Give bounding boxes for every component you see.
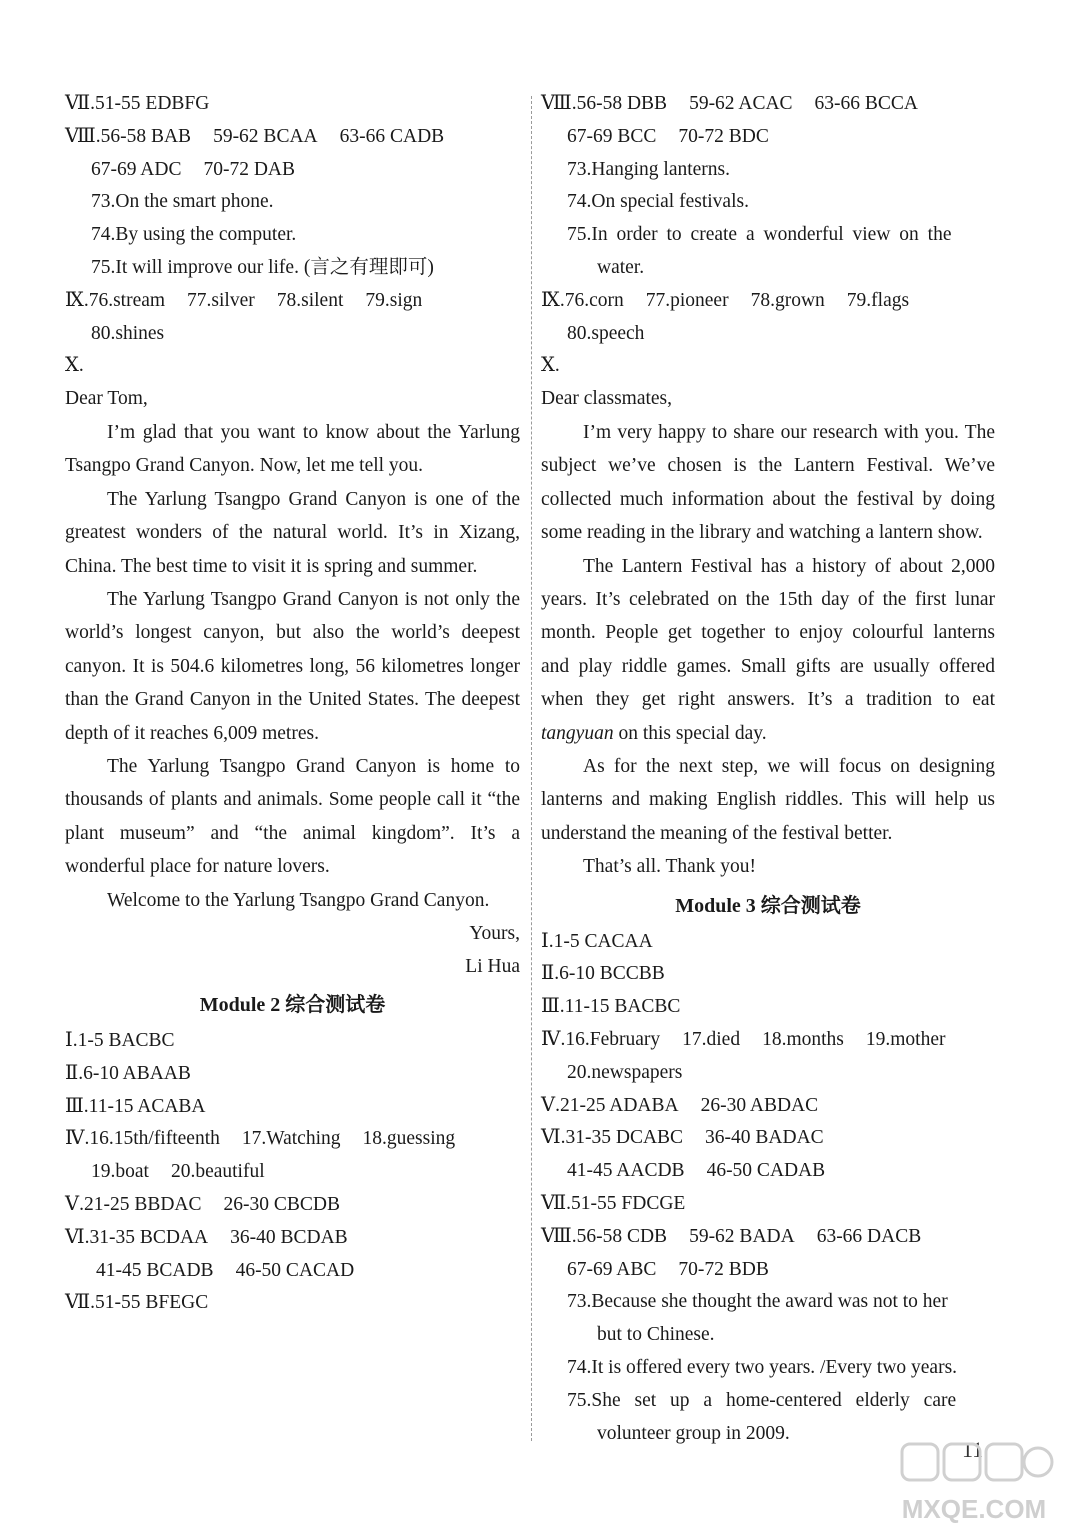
m2-section-4-cont: 19.boat 20.beautiful [91,1161,265,1183]
m3-section-6-cont: 41-45 AACDB 46-50 CADAB [567,1160,826,1182]
letter-greeting: Dear Tom, [65,388,148,410]
m3-section-8-cont: 67-69 ABC 70-72 BDB [567,1258,769,1280]
m2-section-8: Ⅷ.56-58 DBB 59-62 ACAC 63-66 BCCA [541,93,919,114]
letter-closing: Yours, [469,923,520,945]
m2-section-4: Ⅳ.16.15th/fifteenth 17.Watching 18.guessing [65,1128,456,1150]
svg-text:MXQE.COM: MXQE.COM [901,1494,1047,1524]
m2-answer-74: 74.On special festivals. [567,191,749,213]
left-column [65,88,520,1320]
m3-section-7: Ⅶ.51-55 FDCGE [541,1193,686,1215]
m3-answer-73-cont: but to Chinese. [597,1324,715,1346]
speech-paragraph-1: I’m very happy to share our research with you. The subject we’ve chosen is the Lantern Festival. We’ve collected much information about the festival by doing some reading in the library and watching a lantern show. [541,421,995,544]
m1-section-9: Ⅸ.76.stream 77.silver 78.silent 79.sign [65,289,423,311]
letter-paragraph-4: The Yarlung Tsangpo Grand Canyon is home to thousands of plants and animals. Some people call it “the plant museum” and “the animal kingdom”. It’s a wonderful place for nature lovers. [65,756,520,878]
letter-paragraph-5: Welcome to the Yarlung Tsangpo Grand Canyon. [107,889,490,911]
m1-section-9-cont: 80.shines [91,322,165,344]
watermark-logo [888,1440,1058,1530]
m1-section-8-cont: 67-69 ADC 70-72 DAB [91,158,296,180]
m3-answer-75: 75.She set up a home-centered elderly care [567,1389,957,1411]
m2-section-1: Ⅰ.1-5 BACBC [65,1030,175,1052]
m2-section-9: Ⅸ.76.corn 77.pioneer 78.grown 79.flags [541,289,910,311]
m2-section-6: Ⅵ.31-35 BCDAA 36-40 BCDAB [65,1226,348,1248]
m2-section-2: Ⅱ.6-10 ABAAB [65,1062,191,1084]
m1-answer-73: 73.On the smart phone. [91,191,274,213]
right-column [541,88,995,1450]
m2-section-8-cont: 67-69 BCC 70-72 BDC [567,125,769,147]
m3-section-4-cont: 20.newspapers [567,1061,683,1083]
m3-section-6: Ⅵ.31-35 DCABC 36-40 BADAC [541,1127,824,1149]
m2-section-10: Ⅹ. [541,355,560,377]
speech-paragraph-2: The Lantern Festival has a history of about 2,000 years. It’s celebrated on the 15th day of the first lunar month. People get together to enjoy colourful lanterns and play riddle games. Small gifts are usually offered when they get right answers. It’s a tradition to eat tangyuan on this special day. [541,555,995,744]
m3-section-4: Ⅳ.16.February 17.died 18.months 19.mother [541,1029,946,1051]
m3-section-1: Ⅰ.1-5 CACAA [541,930,653,952]
m3-answer-73: 73.Because she thought the award was not to her [567,1291,948,1313]
m1-section-7: Ⅶ.51-55 EDBFG [65,93,210,114]
m2-section-7: Ⅶ.51-55 BFEGC [65,1292,209,1314]
m1-answer-74: 74.By using the computer. [91,224,297,246]
m3-answer-74: 74.It is offered every two years. /Every two years. [567,1357,958,1379]
m2-section-5: Ⅴ.21-25 BBDAC 26-30 CBCDB [65,1194,340,1216]
tangyuan-term: tangyuan [541,722,614,744]
letter-paragraph-3: The Yarlung Tsangpo Grand Canyon is not only the world’s longest canyon, but also the world’s deepest canyon. It is 504.6 kilometres long, 56 kilometres longer than the Grand Canyon in the United States. The deepest depth of it reaches 6,009 metres. [65,589,520,744]
m3-answer-75-cont: volunteer group in 2009. [597,1422,790,1444]
m1-section-10: Ⅹ. [65,355,84,377]
speech-greeting: Dear classmates, [541,388,673,410]
m3-section-5: Ⅴ.21-25 ADABA 26-30 ABDAC [541,1094,819,1116]
m3-section-3: Ⅲ.11-15 BACBC [541,996,681,1018]
m1-answer-75: 75.It will improve our life. (言之有理即可) [91,256,434,278]
m2-section-6-cont: 41-45 BCADB 46-50 CACAD [96,1259,355,1281]
letter-paragraph-2: The Yarlung Tsangpo Grand Canyon is one of the greatest wonders of the natural world. It’s in Xizang, China. The best time to visit it is spring and summer. [65,488,520,577]
speech-paragraph-4: That’s all. Thank you! [583,856,756,878]
module-3-title: Module 3 综合测试卷 [675,894,861,917]
m2-answer-73: 73.Hanging lanterns. [567,158,731,180]
m2-answer-75-cont: water. [597,256,645,278]
m3-section-8: Ⅷ.56-58 CDB 59-62 BADA 63-66 DACB [541,1225,922,1247]
m1-section-8: Ⅷ.56-58 BAB 59-62 BCAA 63-66 CADB [65,125,445,147]
page-number: 11 [962,1437,984,1462]
m2-section-9-cont: 80.speech [567,322,645,344]
m3-section-2: Ⅱ.6-10 BCCBB [541,963,665,985]
letter-signature: Li Hua [465,956,520,978]
m2-answer-75: 75.In order to create a wonderful view on the [567,224,952,246]
letter-paragraph-1: I’m glad that you want to know about the Yarlung Tsangpo Grand Canyon. Now, let me tell you. [65,421,520,477]
module-2-title: Module 2 综合测试卷 [199,994,386,1017]
m2-section-3: Ⅲ.11-15 ACABA [65,1095,206,1117]
column-divider [531,96,532,1441]
speech-paragraph-3: As for the next step, we will focus on designing lanterns and making English riddles. This will help us understand the meaning of the festival better. [541,756,995,844]
